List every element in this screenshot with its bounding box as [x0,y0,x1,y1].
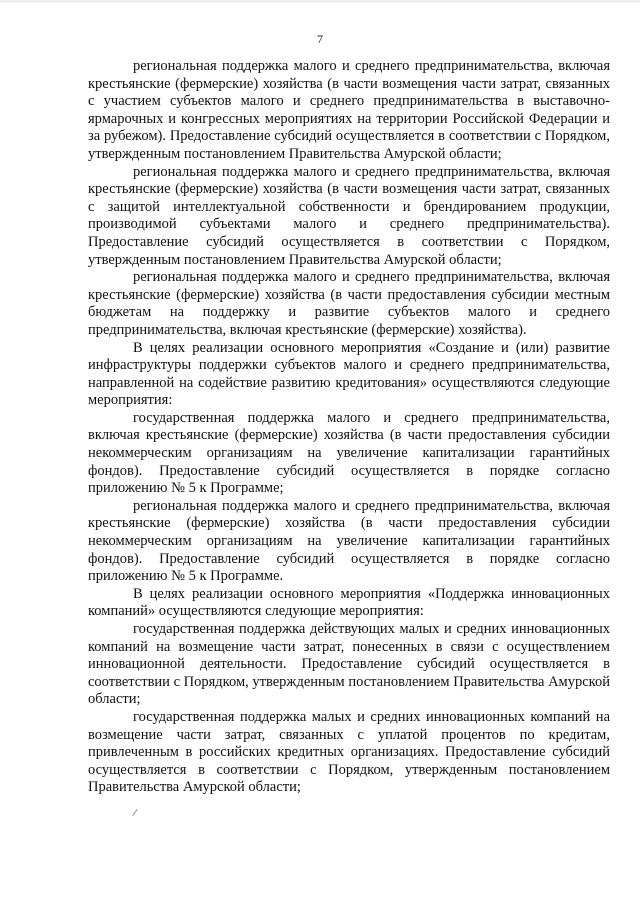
paragraph-6: региональная поддержка малого и среднего предпринимательства, включая крестьянские (фермерские) хозяйства (в части предоставления субсидии некоммерческим организациям на увеличение капитализации гарантийных фондов). Предоставление субсидий осуществляется в порядке согласно приложению № 5 к Программе. [88,497,610,585]
paragraph-4: В целях реализации основного мероприятия «Создание и (или) развитие инфраструктуры поддержки субъектов малого и среднего предпринимательства, направленной на содействие развитию кредитования» осуществляются следующие мероприятия: [88,339,610,409]
paragraph-8: государственная поддержка действующих малых и средних инновационных компаний на возмещение части затрат, понесенных в связи с осуществлением инновационной деятельности. Предоставление субсидий осуществляется в соответствии с Порядком, утвержденным постановлением Правительства Амурской области; [88,621,610,708]
paragraph-1: региональная поддержка малого и среднего предпринимательства, включая крестьянские (фермерские) хозяйства (в части возмещения части затрат, связанных с участием субъектов малого и среднего предпринимательства в выставочно-ярмарочных и конгрессных мероприятиях на территории Российской Федерации и за рубежом). Предоставление субсидий осуществляется в соответствии с Порядком, утвержденным постановлением Правительства Амурской области; [88,58,610,162]
paragraph-9: государственная поддержка малых и средних инновационных компаний на возмещение части затрат, связанных с уплатой процентов по кредитам, привлеченным в российских кредитных организациях. Предоставление субсидий осуществляется в соответствии с Порядком, утвержденным постановлением Правительства Амурской области; [88,708,610,796]
paragraph-3: региональная поддержка малого и среднего предпринимательства, включая крестьянские (фермерские) хозяйства (в части предоставления субсидии местным бюджетам на поддержку и развитие субъектов малого и среднего предпринимательства, включая крестьянские (фермерские) хозяйства). [88,269,610,338]
paragraph-2: региональная поддержка малого и среднего предпринимательства, включая крестьянские (фермерские) хозяйства (в части возмещения части затрат, связанных с защитой интеллектуальной собственности и брендированием продукции, производимой субъектами малого и среднего предпринимательства). Предоставление субсидий осуществляется в соответствии с Порядком, утвержденным постановлением Правительства Амурской области; [88,163,610,268]
document-body [88,58,610,797]
paragraph-5: государственная поддержка малого и среднего предпринимательства, включая крестьянские (фермерские) хозяйства (в части предоставления субсидии некоммерческим организациям на увеличение капитализации гарантийных фондов). Предоставление субсидий осуществляется в порядке согласно приложению № 5 к Программе; [88,409,610,497]
page-number: 7 [317,32,323,46]
scan-artifact-mark [132,809,137,816]
paragraph-7: В целях реализации основного мероприятия «Поддержка инновационных компаний» осуществляются следующие мероприятия: [88,585,610,620]
scan-top-edge [0,0,640,3]
